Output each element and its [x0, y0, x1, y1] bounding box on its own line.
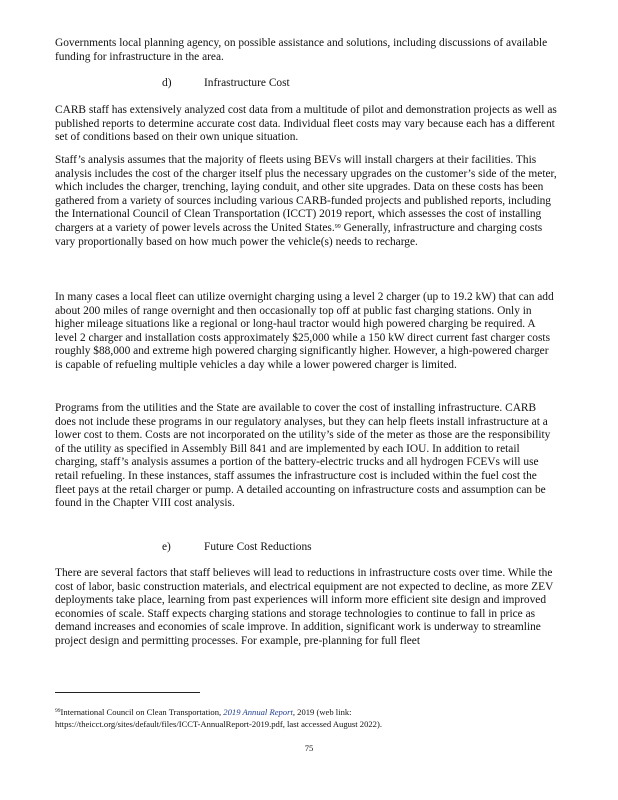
paragraph-body: Staff’s analysis assumes that the majority of fleets using BEVs will install chargers at their facilities. This analysis includes the cost of the charger itself plus the necessary upgrades on the customer’s side of the meter, which includes the charger, trenching, laying conduit, and other site upgrades. Data on these costs has been gathered from a variety of sources including various CARB-funded projects and published reports, including the International Council of Clean Transportation (ICCT) 2019 report, which assesses the cost of installing chargers at a variety of power levels across the United States.: [55, 154, 557, 234]
footnote-link[interactable]: https://theicct.org/sites/default/files/ICCT-AnnualReport-2019.pdf: [55, 718, 283, 729]
paragraph-charging-levels: In many cases a local fleet can utilize overnight charging using a level 2 charger (up to 19.2 kW) that can add about 200 miles of range overnight and then occasionally top off at public fast charging stations. Only in higher mileage situations like a regional or long-haul tractor would high powered charging be required. A level 2 charger and installation costs approximately $25,000 while a 150 kW direct current fast charger costs roughly $88,000 and extreme high powered charging significantly higher. However, a high-powered charger is capable of refueling multiple vehicles a day while a lower powered charger is limited.: [55, 291, 554, 371]
footnote-number: 99: [55, 708, 61, 714]
paragraph-future-factors: There are several factors that staff believes will lead to reductions in infrastructure costs over time. While the cost of labor, basic construction materials, and electrical equipment are not expected to decline, as more ZEV deployments take place, learning from past experiences will inform more efficient site design and improved economies of scale. Staff expects charging stations and storage technologies to continue to fall in price as demand increases and economies of scale improve. In addition, significant work is underway to streamline project design and permitting processes. For example, pre-planning for full fleet: [55, 567, 554, 647]
section-label: e): [162, 541, 171, 553]
intro-paragraph: Governments local planning agency, on possible assistance and solutions, including discussions of available funding for infrastructure in the area.: [55, 37, 548, 63]
footnote-suffix: , 2019 (web link:: [292, 707, 352, 717]
footnote-report-title: 2019 Annual Report: [223, 707, 293, 717]
footnote-reference[interactable]: 99: [334, 223, 341, 230]
footnote: [55, 707, 560, 730]
paragraph-body-tail: Generally, infrastructure and charging costs vary proportionally based on how much power the vehicle(s) needs to recharge.: [55, 221, 543, 248]
section-title: Future Cost Reductions: [204, 541, 312, 553]
paragraph-programs: Programs from the utilities and the State are available to cover the cost of installing infrastructure. CARB does not include these programs in our regulatory analyses, but they can help fleets install infrastructure at a lower cost to them. Costs are not incorporated on the utility’s side of the meter as those are the responsibility of the utility as specified in Assembly Bill 841 and are implemented by each IOU. In addition to retail charging, staff’s analysis assumes a portion of the battery-electric trucks and all hydrogen FCEVs will use retail refueling. In these instances, staff assumes the infrastructure cost is included within the fuel cost the fleet pays at the retail charger or pump. A detailed accounting on infrastructure costs and assumption can be found in the Chapter VIII cost analysis.: [55, 402, 551, 510]
section-label: d): [162, 77, 172, 89]
section-title: Infrastructure Cost: [204, 77, 290, 89]
footnote-accessed: , last accessed August 2022).: [282, 718, 382, 729]
section-heading-future-cost-reductions: [162, 541, 312, 555]
paragraph-cost-data: CARB staff has extensively analyzed cost data from a multitude of pilot and demonstration projects as well as published reports to determine accurate cost data. Individual fleet costs may vary because each has a different set of conditions based on their own unique situation.: [55, 104, 557, 144]
footnote-prefix: International Council on Clean Transportation,: [60, 707, 222, 717]
paragraph-staff-analysis: [55, 154, 558, 249]
footnote-divider: [55, 692, 200, 693]
page-number: 75: [304, 743, 314, 753]
section-heading-infrastructure-cost: [162, 77, 290, 91]
